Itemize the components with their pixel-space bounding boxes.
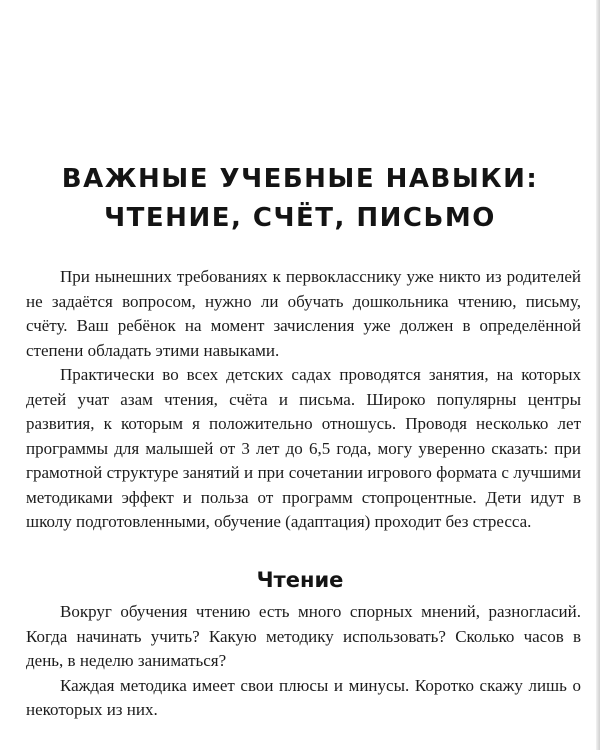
intro-text bbox=[26, 265, 581, 535]
chapter-title-line-1: ВАЖНЫЕ УЧЕБНЫЕ НАВЫКИ: bbox=[61, 164, 539, 194]
intro-paragraph-2: Практически во всех детских садах проводятся занятия, на которых детей учат азам чтения, счёта и письма. Широко популярны центры развития, к которым я положительно отношусь. Проводя несколько лет программы для малышей от 3 лет до 6,5 года, могу уверенно сказать: при грамотной структуре занятий и при сочетании игрового формата с лучшими методиками эффект и польза от программ стопроцентные. Дети идут в школу подготовленными, обучение (адаптация) проходит без стресса. bbox=[26, 365, 581, 531]
reading-text bbox=[26, 600, 581, 723]
reading-paragraph-2: Каждая методика имеет свои плюсы и минусы. Коротко скажу лишь о некоторых из них. bbox=[26, 675, 581, 719]
chapter-title-line-2: ЧТЕНИЕ, СЧЁТ, ПИСЬМО bbox=[104, 203, 496, 233]
reading-paragraph-1: Вокруг обучения чтению есть много спорных мнений, разногласий. Когда начинать учить? Какую методику использовать? Сколько часов в день, в неделю заниматься? bbox=[26, 602, 581, 670]
chapter-title bbox=[40, 160, 560, 238]
section-title-reading: Чтение bbox=[256, 568, 344, 592]
page-edge-shadow bbox=[596, 0, 600, 750]
intro-paragraph-1: При нынешних требованиях к первокласснику уже никто из родителей не задаётся вопросом, нужно ли обучать дошкольника чтению, письму, счёту. Ваш ребёнок на момент зачисления уже должен в определённой степени обладать этими навыками. bbox=[26, 267, 581, 360]
